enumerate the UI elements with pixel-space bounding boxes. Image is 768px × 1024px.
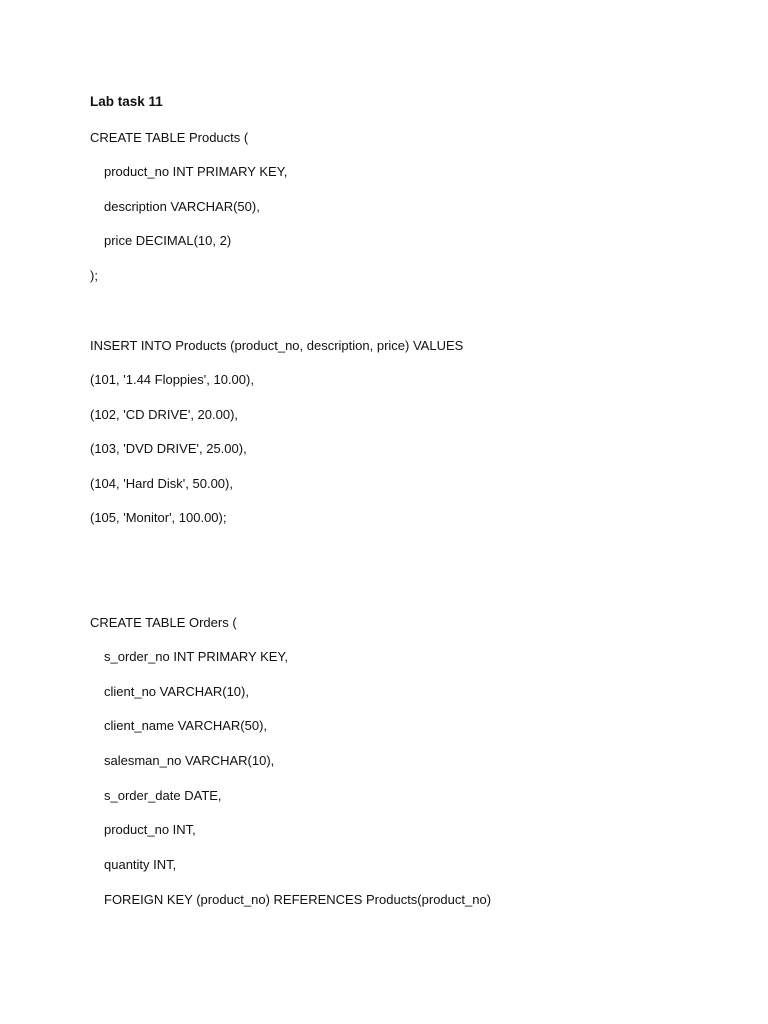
code-line: (101, '1.44 Floppies', 10.00), <box>90 372 254 387</box>
code-line: quantity INT, <box>104 857 177 872</box>
code-line: client_name VARCHAR(50), <box>104 718 268 733</box>
code-line: INSERT INTO Products (product_no, description, price) VALUES <box>90 338 464 353</box>
code-line: (102, 'CD DRIVE', 20.00), <box>90 407 239 422</box>
code-line: (104, 'Hard Disk', 50.00), <box>90 476 233 491</box>
code-line: price DECIMAL(10, 2) <box>104 233 232 248</box>
code-line: product_no INT, <box>104 822 196 837</box>
code-line: (103, 'DVD DRIVE', 25.00), <box>90 441 247 456</box>
code-line: product_no INT PRIMARY KEY, <box>104 164 288 179</box>
code-line: ); <box>90 268 98 283</box>
code-line: CREATE TABLE Orders ( <box>90 615 237 630</box>
code-line: s_order_date DATE, <box>104 788 222 803</box>
code-line: CREATE TABLE Products ( <box>90 130 249 145</box>
code-line: s_order_no INT PRIMARY KEY, <box>104 649 289 664</box>
code-line: client_no VARCHAR(10), <box>104 684 249 699</box>
code-line: (105, 'Monitor', 100.00); <box>90 510 227 525</box>
code-line: salesman_no VARCHAR(10), <box>104 753 275 768</box>
document-title: Lab task 11 <box>90 94 163 109</box>
code-line: FOREIGN KEY (product_no) REFERENCES Products(product_no) <box>104 892 492 907</box>
code-line: description VARCHAR(50), <box>104 199 260 214</box>
